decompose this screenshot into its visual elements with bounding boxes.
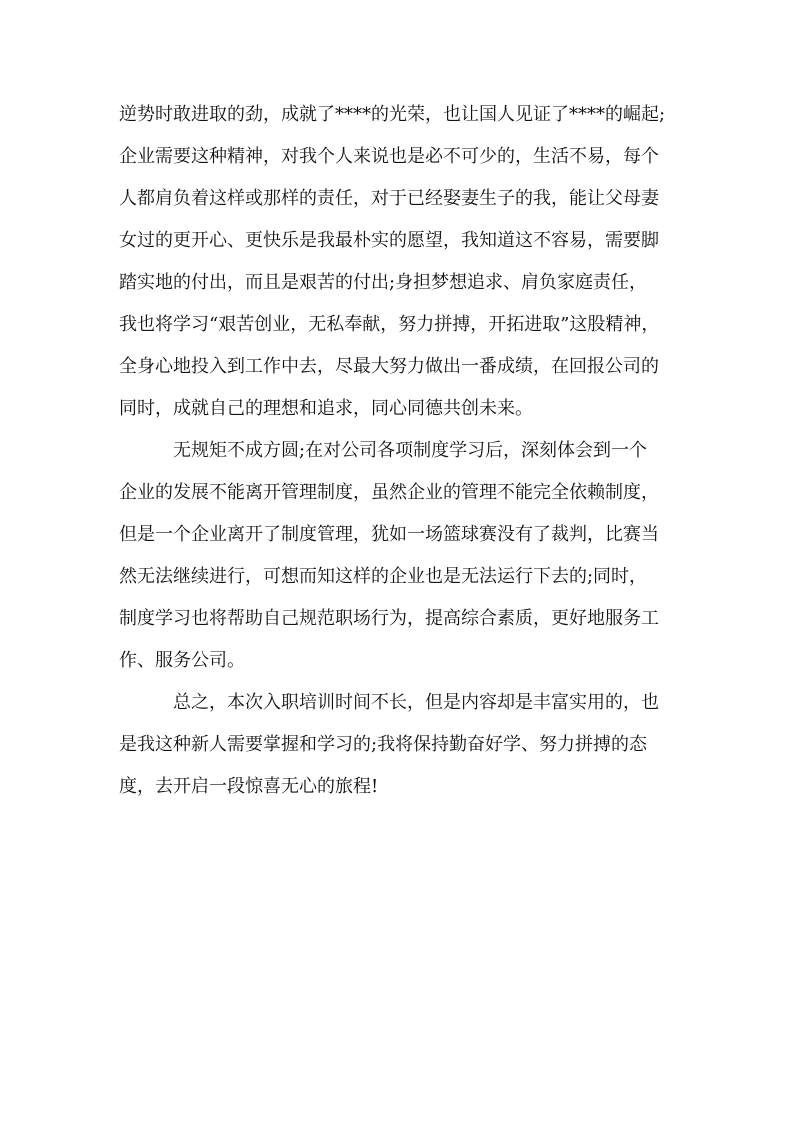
text-line: 制度学习也将帮助自己规范职场行为，提高综合素质，更好地服务工 (119, 608, 659, 629)
text-line: 同时，成就自己的理想和追求，同心同德共创未来。 (119, 398, 533, 419)
text-line: 作、服务公司。 (119, 650, 245, 671)
paragraph-conclusion (119, 689, 679, 801)
text-line: 我也将学习“艰苦创业，无私奉献，努力拼搏，开拓进取”这股精神， (119, 314, 660, 335)
text-line: 然无法继续进行，可想而知这样的企业也是无法运行下去的;同时， (119, 566, 648, 587)
text-line: 企业的发展不能离开管理制度，虽然企业的管理不能完全依赖制度， (119, 482, 659, 503)
text-line: 企业需要这种精神，对我个人来说也是必不可少的，生活不易，每个 (119, 146, 659, 167)
text-line: 度，去开启一段惊喜无心的旅程! (119, 776, 379, 797)
text-line: 女过的更开心、更快乐是我最朴实的愿望，我知道这不容易，需要脚 (119, 230, 659, 251)
text-line: 是我这种新人需要掌握和学习的;我将保持勤奋好学、努力拼搏的态 (119, 734, 648, 755)
paragraph-rules (119, 437, 679, 675)
text-line: 无规矩不成方圆;在对公司各项制度学习后，深刻体会到一个 (173, 440, 648, 461)
text-line: 全身心地投入到工作中去，尽最大努力做出一番成绩，在回报公司的 (119, 356, 659, 377)
document-body (119, 101, 679, 815)
text-line: 逆势时敢进取的劲，成就了****的光荣，也让国人见证了****的崛起; (119, 104, 666, 125)
text-line: 人都肩负着这样或那样的责任，对于已经娶妻生子的我，能让父母妻 (119, 188, 659, 209)
text-line: 踏实地的付出，而且是艰苦的付出;身担梦想追求、肩负家庭责任， (119, 272, 648, 293)
paragraph-spirit (119, 101, 679, 423)
text-line: 总之，本次入职培训时间不长，但是内容却是丰富实用的，也 (173, 692, 659, 713)
text-line: 但是一个企业离开了制度管理，犹如一场篮球赛没有了裁判，比赛当 (119, 524, 659, 545)
